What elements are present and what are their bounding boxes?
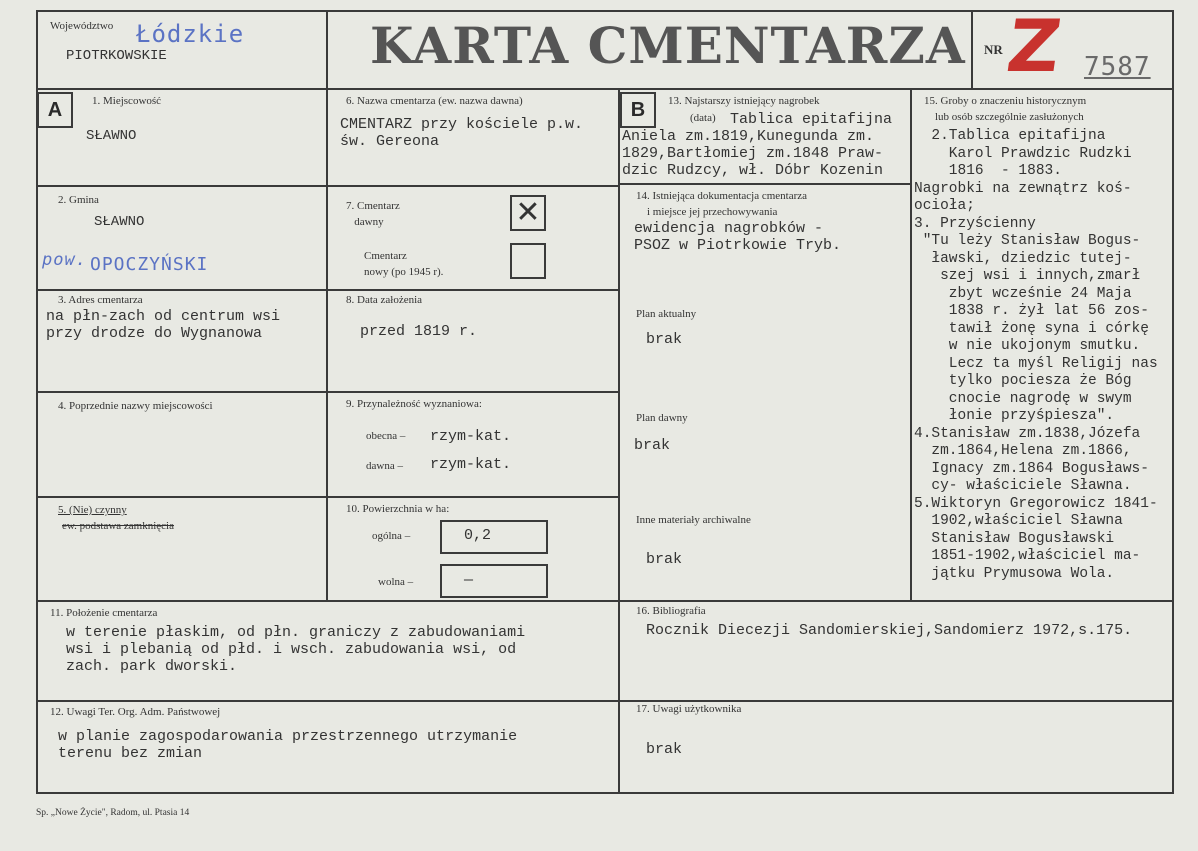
row-line-4: [36, 496, 620, 498]
field-15-label: 15. Groby o znaczeniu historycznym lub osób szczególnie zasłużonych: [924, 95, 1087, 123]
field-16-label: 16. Bibliografia: [636, 605, 706, 617]
checkbox-dawny[interactable]: [510, 195, 546, 231]
field-13-value: Aniela zm.1819,Kunegunda zm. 1829,Bartłomiej zm.1848 Praw- dzic Rudzcy, wł. Dóbr Kozenin: [622, 128, 884, 179]
field-2-pow-prefix: pow.: [42, 250, 87, 270]
field-3-value: na płn-zach od centrum wsi przy drodze do Wygnanowa: [46, 308, 281, 342]
row-line-5: [36, 600, 1174, 602]
header-divider-1: [326, 10, 328, 90]
col-divider-c: [910, 88, 912, 600]
field-16-value: Rocznik Diecezji Sandomierskiej,Sandomierz 1972,s.175.: [646, 622, 1133, 639]
field-2-label: 2. Gmina: [58, 194, 99, 206]
plan-aktualny-label: Plan aktualny: [636, 308, 697, 320]
row-line-1: [36, 185, 620, 187]
nr-label: NR: [984, 42, 1003, 57]
section-a-badge: A: [37, 92, 73, 128]
field-6-value: CMENTARZ przy kościele p.w. św. Gereona: [340, 116, 584, 150]
field-7-nowy-label: Cmentarz nowy (po 1945 r).: [364, 250, 444, 278]
field-10-wolna-box[interactable]: [440, 564, 548, 598]
col-divider-a: [326, 88, 328, 602]
field-14-value: ewidencja nagrobków - PSOZ w Piotrkowie Tryb.: [634, 220, 842, 254]
frame-right: [1172, 10, 1174, 794]
field-10-ogolna-box[interactable]: [440, 520, 548, 554]
frame-bottom: [36, 792, 1174, 794]
nr-number: 7587: [1084, 52, 1151, 82]
old-voivodeship: PIOTRKOWSKIE: [66, 48, 167, 64]
field-15-value: 2.Tablica epitafijna Karol Prawdzic Rudzki 1816 - 1883. Nagrobki na zewnątrz koś- ocioła; 3. Przyścienny "Tu leży Stanisław Bogus- ławski, dziedzic tutej- szej wsi i innych,zmarł zbyt wcześnie 24 Maja 1838 r. żył lat 56 zos- tawił żonę syna i córkę w nie ukojonym smutku. Lecz ta myśl Religij nas tylko pociesza że Bóg cnocie nagrodę w swym łonie przyśpiesza". 4.Stanisław zm.1838,Józefa zm.1864,Helena zm.1866, Ignacy zm.1864 Bogusławs- cy- właściciele Sławna. 5.Wiktoryn Gregorowicz 1841- 1902,właściciel Sławna Stanisław Bogusławski 1851-1902,właściciel ma- jątku Prymusowa Wola.: [914, 128, 1158, 582]
plan-aktualny-value: brak: [646, 331, 683, 348]
checkbox-dawny-mark: ✕: [515, 195, 541, 230]
plan-dawny-value: brak: [634, 437, 671, 454]
header-divider-2: [971, 10, 973, 90]
field-10-label: 10. Powierzchnia w ha:: [346, 503, 450, 515]
field-13-label2: (data): [690, 112, 716, 124]
row-line-col3: [618, 183, 912, 185]
field-10-wolna-label: wolna –: [378, 576, 414, 588]
page-title: KARTA CMENTARZA: [370, 16, 966, 75]
frame-top: [36, 10, 1174, 12]
nr-letter: Z: [1002, 4, 1067, 88]
field-17-value: brak: [646, 741, 683, 758]
field-6-label: 6. Nazwa cmentarza (ew. nazwa dawna): [346, 95, 523, 107]
field-9-obecna-value: rzym-kat.: [430, 428, 512, 445]
field-10-ogolna-label: ogólna –: [372, 530, 411, 542]
wojewodztwo-value: Łódzkie: [136, 20, 245, 48]
field-5-sub: ew. podstawa zamknięcia: [62, 520, 174, 532]
field-3-label: 3. Adres cmentarza: [58, 294, 143, 306]
field-1-value: SŁAWNO: [86, 128, 137, 144]
field-11-label: 11. Położenie cmentarza: [50, 607, 158, 619]
field-8-value: przed 1819 r.: [360, 323, 478, 340]
field-9-label: 9. Przynależność wyznaniowa:: [346, 398, 482, 410]
field-10-wolna-value: —: [464, 572, 474, 589]
field-12-label: 12. Uwagi Ter. Org. Adm. Państwowej: [50, 706, 221, 718]
field-14-label: 14. Istniejąca dokumentacja cmentarza i miejsce jej przechowywania: [636, 190, 808, 218]
field-2-pow-value: OPOCZYŃSKI: [90, 254, 209, 275]
row-line-3: [36, 391, 620, 393]
field-5-label: 5. (Nie) czynny: [58, 504, 127, 516]
field-2-value: SŁAWNO: [94, 214, 145, 230]
printer-footer: Sp. „Nowe Życie", Radom, ul. Ptasia 14: [36, 808, 190, 818]
field-13-value-first: Tablica epitafijna: [730, 111, 893, 128]
inne-materialy-label: Inne materiały archiwalne: [636, 514, 751, 526]
row-line-6: [36, 700, 1174, 702]
field-7-dawny-label: 7. Cmentarz dawny: [346, 200, 400, 228]
col-divider-b: [618, 88, 620, 792]
field-9-dawna-value: rzym-kat.: [430, 456, 512, 473]
inne-materialy-value: brak: [646, 551, 683, 568]
field-9-dawna-label: dawna –: [366, 460, 403, 472]
header-bottom: [36, 88, 1174, 90]
field-17-label: 17. Uwagi użytkownika: [636, 703, 742, 715]
field-10-ogolna-value: 0,2: [464, 527, 492, 544]
plan-dawny-label: Plan dawny: [636, 412, 688, 424]
field-12-value: w planie zagospodarowania przestrzennego utrzymanie terenu bez zmian: [58, 728, 518, 762]
wojewodztwo-label: Województwo: [50, 20, 114, 32]
field-1-label: 1. Miejscowość: [92, 95, 162, 107]
field-4-label: 4. Poprzednie nazwy miejscowości: [58, 400, 213, 412]
section-b-badge: B: [620, 92, 656, 128]
field-11-value: w terenie płaskim, od płn. graniczy z zabudowaniami wsi i plebanią od płd. i wsch. zabudowania wsi, od zach. park dworski.: [66, 624, 526, 675]
field-9-obecna-label: obecna –: [366, 430, 406, 442]
row-line-2: [36, 289, 620, 291]
checkbox-nowy[interactable]: [510, 243, 546, 279]
field-13-label: 13. Najstarszy istniejący nagrobek: [668, 95, 820, 107]
field-8-label: 8. Data założenia: [346, 294, 423, 306]
